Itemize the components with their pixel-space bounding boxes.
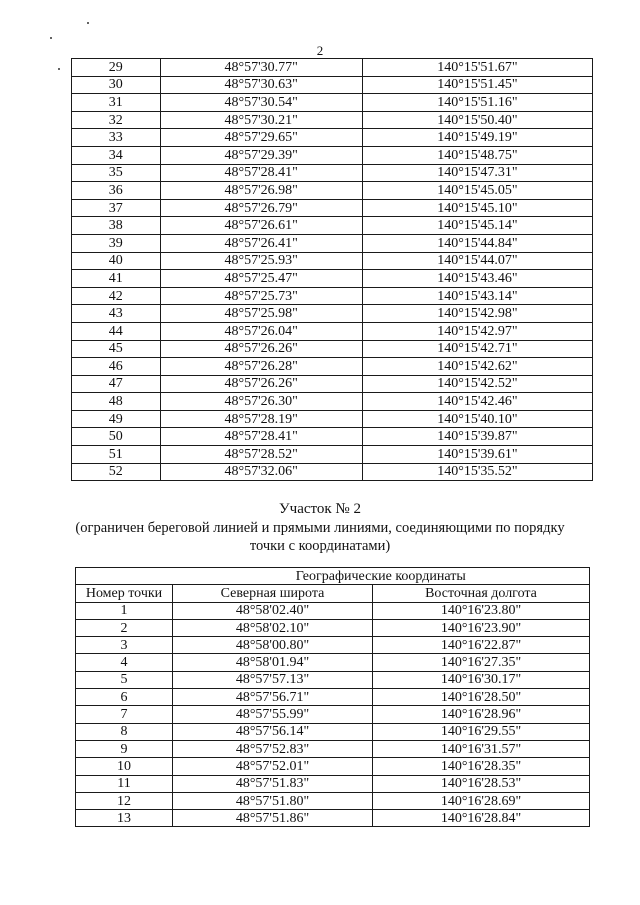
longitude-cell: 140°15'42.98" xyxy=(362,305,592,323)
table-row xyxy=(72,164,593,182)
latitude-cell: 48°57'26.28" xyxy=(160,358,362,376)
longitude-cell: 140°15'49.19" xyxy=(362,129,592,147)
coordinates-table-site-2 xyxy=(75,567,590,827)
point-number-cell: 30 xyxy=(72,76,161,94)
table-row xyxy=(72,428,593,446)
latitude-cell: 48°57'52.83" xyxy=(173,740,373,757)
point-number-cell: 2 xyxy=(76,619,173,636)
latitude-cell: 48°58'02.10" xyxy=(173,619,373,636)
table-row xyxy=(72,234,593,252)
longitude-cell: 140°15'35.52" xyxy=(362,463,592,481)
table-body xyxy=(72,59,593,481)
latitude-cell: 48°57'51.80" xyxy=(173,792,373,809)
point-number-cell: 52 xyxy=(72,463,161,481)
table-row xyxy=(76,723,590,740)
table-row xyxy=(72,410,593,428)
longitude-cell: 140°15'50.40" xyxy=(362,111,592,129)
column-header-east-longitude: Восточная долгота xyxy=(373,585,590,602)
column-header-row xyxy=(76,585,590,602)
latitude-cell: 48°57'26.30" xyxy=(160,393,362,411)
latitude-cell: 48°57'26.98" xyxy=(160,182,362,200)
table-row xyxy=(72,199,593,217)
point-number-cell: 9 xyxy=(76,740,173,757)
point-number-cell: 35 xyxy=(72,164,161,182)
latitude-cell: 48°57'30.21" xyxy=(160,111,362,129)
longitude-cell: 140°15'42.71" xyxy=(362,340,592,358)
longitude-cell: 140°15'42.46" xyxy=(362,393,592,411)
point-number-cell: 3 xyxy=(76,637,173,654)
latitude-cell: 48°57'25.73" xyxy=(160,287,362,305)
scan-speck xyxy=(87,22,89,24)
longitude-cell: 140°15'45.05" xyxy=(362,182,592,200)
coordinates-table-continued xyxy=(71,58,593,481)
point-number-cell: 34 xyxy=(72,146,161,164)
table-row xyxy=(72,393,593,411)
latitude-cell: 48°57'51.83" xyxy=(173,775,373,792)
point-number-cell: 51 xyxy=(72,446,161,464)
table-row xyxy=(76,775,590,792)
latitude-cell: 48°57'25.47" xyxy=(160,270,362,288)
longitude-cell: 140°16'28.35" xyxy=(373,758,590,775)
longitude-cell: 140°16'23.90" xyxy=(373,619,590,636)
latitude-cell: 48°57'30.54" xyxy=(160,94,362,112)
table-row xyxy=(72,340,593,358)
longitude-cell: 140°15'44.07" xyxy=(362,252,592,270)
longitude-cell: 140°16'28.84" xyxy=(373,810,590,827)
point-number-cell: 44 xyxy=(72,322,161,340)
latitude-cell: 48°57'25.98" xyxy=(160,305,362,323)
latitude-cell: 48°57'30.63" xyxy=(160,76,362,94)
latitude-cell: 48°57'26.26" xyxy=(160,340,362,358)
table-row xyxy=(72,146,593,164)
latitude-cell: 48°57'56.71" xyxy=(173,689,373,706)
table-row xyxy=(76,671,590,688)
latitude-cell: 48°57'25.93" xyxy=(160,252,362,270)
longitude-cell: 140°15'51.16" xyxy=(362,94,592,112)
point-number-cell: 7 xyxy=(76,706,173,723)
table-row xyxy=(72,463,593,481)
table-row xyxy=(76,758,590,775)
point-number-cell: 46 xyxy=(72,358,161,376)
latitude-cell: 48°57'56.14" xyxy=(173,723,373,740)
column-header-point-number: Номер точки xyxy=(76,585,173,602)
point-number-cell: 37 xyxy=(72,199,161,217)
table-row xyxy=(72,59,593,77)
latitude-cell: 48°57'28.41" xyxy=(160,164,362,182)
table-row xyxy=(72,287,593,305)
point-number-cell: 38 xyxy=(72,217,161,235)
scan-speck xyxy=(50,37,52,39)
longitude-cell: 140°15'48.75" xyxy=(362,146,592,164)
point-number-cell: 50 xyxy=(72,428,161,446)
page-number: 2 xyxy=(316,43,324,58)
table-row xyxy=(76,740,590,757)
point-number-cell: 40 xyxy=(72,252,161,270)
section-title: Участок № 2 xyxy=(279,501,361,517)
latitude-cell: 48°57'52.01" xyxy=(173,758,373,775)
longitude-cell: 140°16'28.69" xyxy=(373,792,590,809)
latitude-cell: 48°57'30.77" xyxy=(160,59,362,77)
latitude-cell: 48°57'51.86" xyxy=(173,810,373,827)
table-row xyxy=(72,375,593,393)
point-number-cell: 11 xyxy=(76,775,173,792)
table-row xyxy=(76,654,590,671)
longitude-cell: 140°15'51.67" xyxy=(362,59,592,77)
longitude-cell: 140°15'45.14" xyxy=(362,217,592,235)
longitude-cell: 140°15'47.31" xyxy=(362,164,592,182)
longitude-cell: 140°15'42.97" xyxy=(362,322,592,340)
longitude-cell: 140°15'43.14" xyxy=(362,287,592,305)
latitude-cell: 48°57'26.04" xyxy=(160,322,362,340)
latitude-cell: 48°57'32.06" xyxy=(160,463,362,481)
table-row xyxy=(76,602,590,619)
longitude-cell: 140°16'22.87" xyxy=(373,637,590,654)
longitude-cell: 140°15'42.62" xyxy=(362,358,592,376)
longitude-cell: 140°15'43.46" xyxy=(362,270,592,288)
point-number-cell: 6 xyxy=(76,689,173,706)
latitude-cell: 48°58'01.94" xyxy=(173,654,373,671)
point-number-cell: 13 xyxy=(76,810,173,827)
table-row xyxy=(76,619,590,636)
point-number-cell: 32 xyxy=(72,111,161,129)
point-number-cell: 31 xyxy=(72,94,161,112)
point-number-cell: 39 xyxy=(72,234,161,252)
latitude-cell: 48°57'28.41" xyxy=(160,428,362,446)
latitude-cell: 48°57'26.41" xyxy=(160,234,362,252)
point-number-cell: 41 xyxy=(72,270,161,288)
longitude-cell: 140°15'40.10" xyxy=(362,410,592,428)
longitude-cell: 140°15'39.61" xyxy=(362,446,592,464)
longitude-cell: 140°15'39.87" xyxy=(362,428,592,446)
header-empty-cell xyxy=(76,568,173,585)
table-row xyxy=(76,689,590,706)
table-row xyxy=(76,637,590,654)
group-header: Географические координаты xyxy=(173,568,590,585)
table-row xyxy=(72,446,593,464)
longitude-cell: 140°16'28.53" xyxy=(373,775,590,792)
point-number-cell: 36 xyxy=(72,182,161,200)
longitude-cell: 140°15'44.84" xyxy=(362,234,592,252)
latitude-cell: 48°57'28.19" xyxy=(160,410,362,428)
section-description: (ограничен береговой линией и прямыми линиями, соединяющими по порядку точки с координатами) xyxy=(75,520,565,554)
table-row xyxy=(72,305,593,323)
point-number-cell: 45 xyxy=(72,340,161,358)
point-number-cell: 47 xyxy=(72,375,161,393)
point-number-cell: 4 xyxy=(76,654,173,671)
latitude-cell: 48°58'02.40" xyxy=(173,602,373,619)
longitude-cell: 140°15'45.10" xyxy=(362,199,592,217)
point-number-cell: 48 xyxy=(72,393,161,411)
table-row xyxy=(72,270,593,288)
point-number-cell: 1 xyxy=(76,602,173,619)
latitude-cell: 48°57'26.26" xyxy=(160,375,362,393)
table-row xyxy=(72,111,593,129)
group-header-row xyxy=(76,568,590,585)
column-header-north-latitude: Северная широта xyxy=(173,585,373,602)
longitude-cell: 140°15'51.45" xyxy=(362,76,592,94)
point-number-cell: 8 xyxy=(76,723,173,740)
point-number-cell: 5 xyxy=(76,671,173,688)
point-number-cell: 12 xyxy=(76,792,173,809)
point-number-cell: 33 xyxy=(72,129,161,147)
point-number-cell: 42 xyxy=(72,287,161,305)
longitude-cell: 140°16'27.35" xyxy=(373,654,590,671)
longitude-cell: 140°16'30.17" xyxy=(373,671,590,688)
table-row xyxy=(72,322,593,340)
longitude-cell: 140°16'28.50" xyxy=(373,689,590,706)
longitude-cell: 140°16'29.55" xyxy=(373,723,590,740)
point-number-cell: 29 xyxy=(72,59,161,77)
table-body xyxy=(76,602,590,827)
table-row xyxy=(72,358,593,376)
latitude-cell: 48°57'57.13" xyxy=(173,671,373,688)
longitude-cell: 140°16'28.96" xyxy=(373,706,590,723)
table-row xyxy=(72,217,593,235)
table-row xyxy=(72,129,593,147)
point-number-cell: 43 xyxy=(72,305,161,323)
table-row xyxy=(76,810,590,827)
latitude-cell: 48°57'29.39" xyxy=(160,146,362,164)
longitude-cell: 140°16'31.57" xyxy=(373,740,590,757)
point-number-cell: 10 xyxy=(76,758,173,775)
longitude-cell: 140°16'23.80" xyxy=(373,602,590,619)
table-row xyxy=(72,182,593,200)
latitude-cell: 48°57'29.65" xyxy=(160,129,362,147)
latitude-cell: 48°57'26.61" xyxy=(160,217,362,235)
point-number-cell: 49 xyxy=(72,410,161,428)
table-row xyxy=(72,76,593,94)
latitude-cell: 48°57'55.99" xyxy=(173,706,373,723)
longitude-cell: 140°15'42.52" xyxy=(362,375,592,393)
scan-speck xyxy=(58,68,60,70)
latitude-cell: 48°58'00.80" xyxy=(173,637,373,654)
latitude-cell: 48°57'28.52" xyxy=(160,446,362,464)
table-row xyxy=(76,706,590,723)
latitude-cell: 48°57'26.79" xyxy=(160,199,362,217)
table-row xyxy=(72,94,593,112)
table-row xyxy=(72,252,593,270)
table-row xyxy=(76,792,590,809)
